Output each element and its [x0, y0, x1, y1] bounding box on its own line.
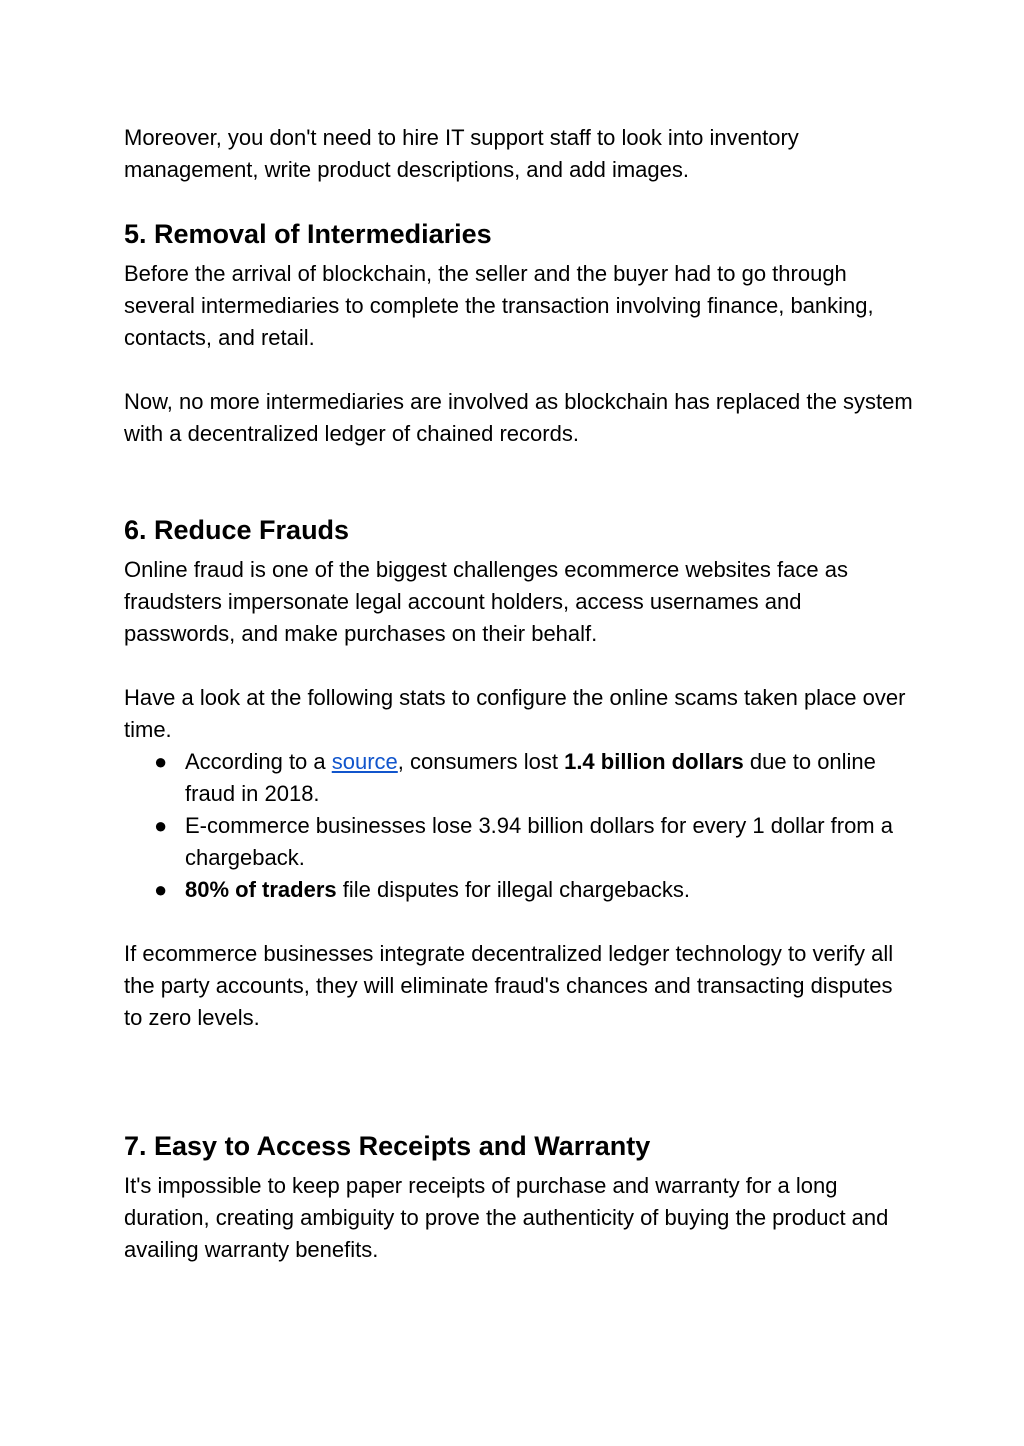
section-5-paragraph-2: Now, no more intermediaries are involved as blockchain has replaced the system with a decentralized ledger of chained records.	[124, 389, 913, 446]
list-item: ● E-commerce businesses lose 3.94 billion dollars for every 1 dollar from a chargeback.	[124, 810, 914, 874]
bold-stat: 1.4 billion dollars	[564, 749, 744, 774]
bullet-icon: ●	[154, 813, 168, 838]
section-5-heading: 5. Removal of Intermediaries	[124, 219, 492, 249]
source-link[interactable]: source	[331, 749, 398, 774]
list-item: ● 80% of traders file disputes for illegal chargebacks.	[124, 874, 914, 906]
section-7-paragraph-1: It's impossible to keep paper receipts of purchase and warranty for a long duration, creating ambiguity to prove the authenticity of buying the product and availing warranty benefits.	[124, 1173, 889, 1262]
fraud-stats-list	[124, 746, 914, 906]
section-6-paragraph-2: Have a look at the following stats to configure the online scams taken place over time.	[124, 685, 906, 742]
bullet-icon: ●	[154, 877, 168, 902]
section-6-paragraph-1: Online fraud is one of the biggest challenges ecommerce websites face as fraudsters impersonate legal account holders, access usernames and passwords, and make purchases on their behalf.	[124, 557, 848, 646]
section-6-heading: 6. Reduce Frauds	[124, 515, 350, 545]
document-page	[124, 122, 914, 1266]
intro-paragraph: Moreover, you don't need to hire IT support staff to look into inventory management, write product descriptions, and add images.	[124, 125, 799, 182]
list-item: ● According to a source, consumers lost 1.4 billion dollars due to online fraud in 2018.	[124, 746, 914, 810]
section-7-heading: 7. Easy to Access Receipts and Warranty	[124, 1131, 651, 1161]
section-5-paragraph-1: Before the arrival of blockchain, the seller and the buyer had to go through several intermediaries to complete the transaction involving finance, banking, contacts, and retail.	[124, 261, 874, 350]
bold-stat: 80% of traders	[185, 877, 337, 902]
section-6-paragraph-3: If ecommerce businesses integrate decentralized ledger technology to verify all the party accounts, they will eliminate fraud's chances and transacting disputes to zero levels.	[124, 941, 894, 1030]
bullet-icon: ●	[154, 749, 168, 774]
